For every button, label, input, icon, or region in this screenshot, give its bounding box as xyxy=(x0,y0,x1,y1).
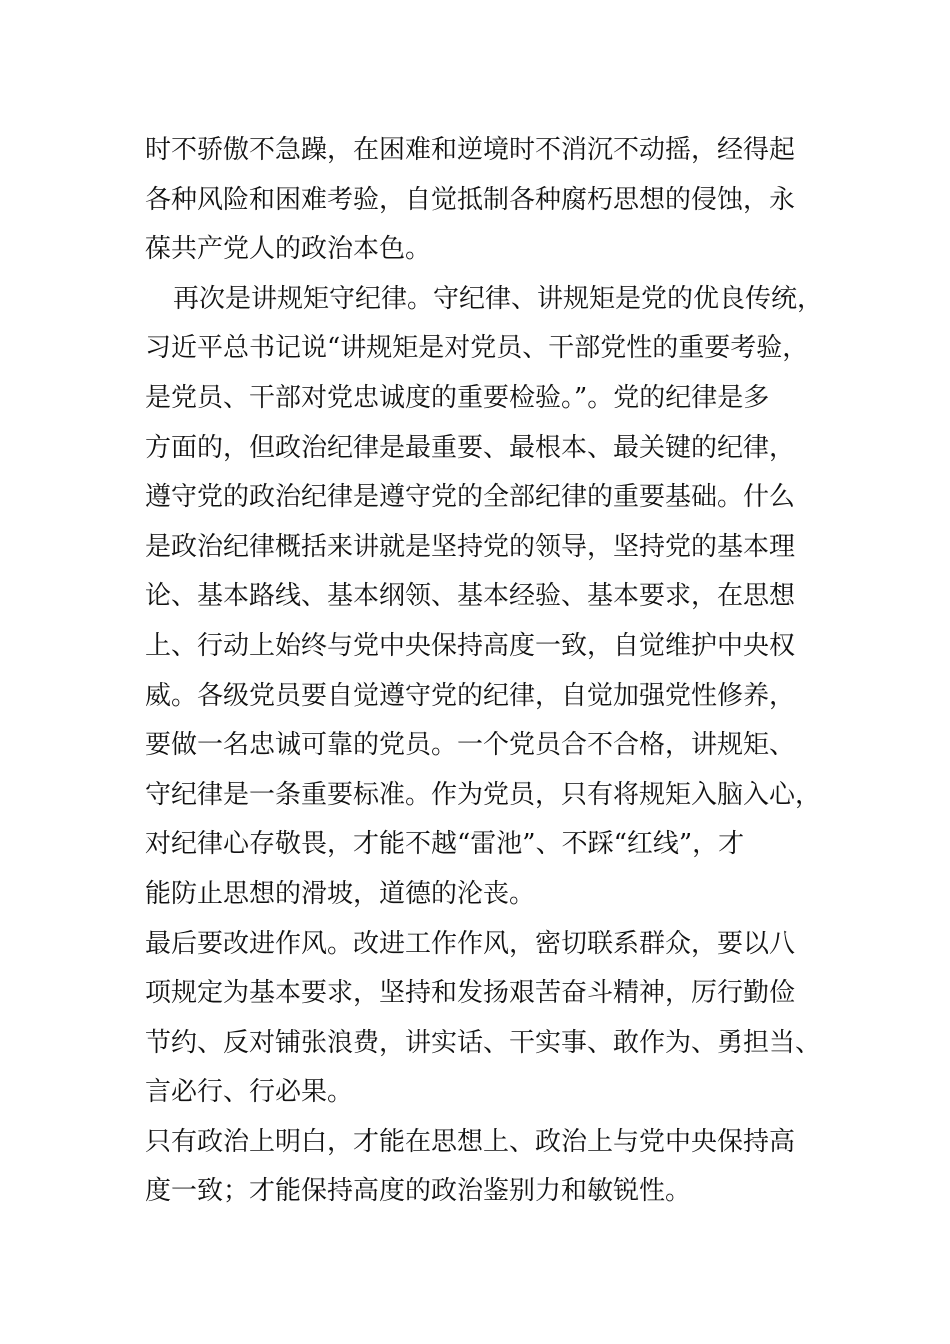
text-line: 葆共产党人的政治本色。 xyxy=(145,234,432,265)
text-line: 论、基本路线、基本纲领、基本经验、基本要求，在思想 xyxy=(145,581,796,612)
document-body xyxy=(145,126,824,1217)
text-line: 再次是讲规矩守纪律。守纪律、讲规矩是党的优良传统， xyxy=(173,283,824,314)
text-line: 守纪律是一条重要标准。作为党员，只有将规矩入脑入心， xyxy=(145,779,822,810)
text-line: 是政治纪律概括来讲就是坚持党的领导，坚持党的基本理 xyxy=(145,531,796,562)
text-line: 遵守党的政治纪律是遵守党的全部纪律的重要基础。什么 xyxy=(145,482,796,513)
text-line: 对纪律心存敬畏，才能不越“雷池”、不踩“红线”，才 xyxy=(145,829,745,860)
text-line: 是党员、干部对党忠诚度的重要检验。”。党的纪律是多 xyxy=(145,382,770,413)
text-line: 项规定为基本要求，坚持和发扬艰苦奋斗精神，厉行勤俭 xyxy=(145,978,796,1009)
text-line: 上、行动上始终与党中央保持高度一致，自觉维护中央权 xyxy=(145,630,796,661)
text-line: 时不骄傲不急躁，在困难和逆境时不消沉不动摇，经得起 xyxy=(145,135,796,165)
text-line: 最后要改进作风。改进工作作风，密切联系群众，要以八 xyxy=(145,928,796,959)
text-line: 只有政治上明白，才能在思想上、政治上与党中央保持高 xyxy=(145,1126,796,1157)
text-line: 言必行、行必果。 xyxy=(145,1077,354,1108)
text-line: 习近平总书记说“讲规矩是对党员、干部党性的重要考验， xyxy=(145,333,809,364)
text-line: 能防止思想的滑坡，道德的沦丧。 xyxy=(145,878,536,909)
text-line: 方面的，但政治纪律是最重要、最根本、最关键的纪律， xyxy=(145,432,796,463)
text-line: 节约、反对铺张浪费，讲实话、干实事、敢作为、勇担当、 xyxy=(145,1027,822,1058)
text-line: 要做一名忠诚可靠的党员。一个党员合不合格，讲规矩、 xyxy=(145,730,796,761)
text-line: 度一致；才能保持高度的政治鉴别力和敏锐性。 xyxy=(145,1176,692,1207)
text-line: 威。各级党员要自觉遵守党的纪律，自觉加强党性修养， xyxy=(145,680,796,711)
text-line: 各种风险和困难考验，自觉抵制各种腐朽思想的侵蚀，永 xyxy=(145,184,796,215)
